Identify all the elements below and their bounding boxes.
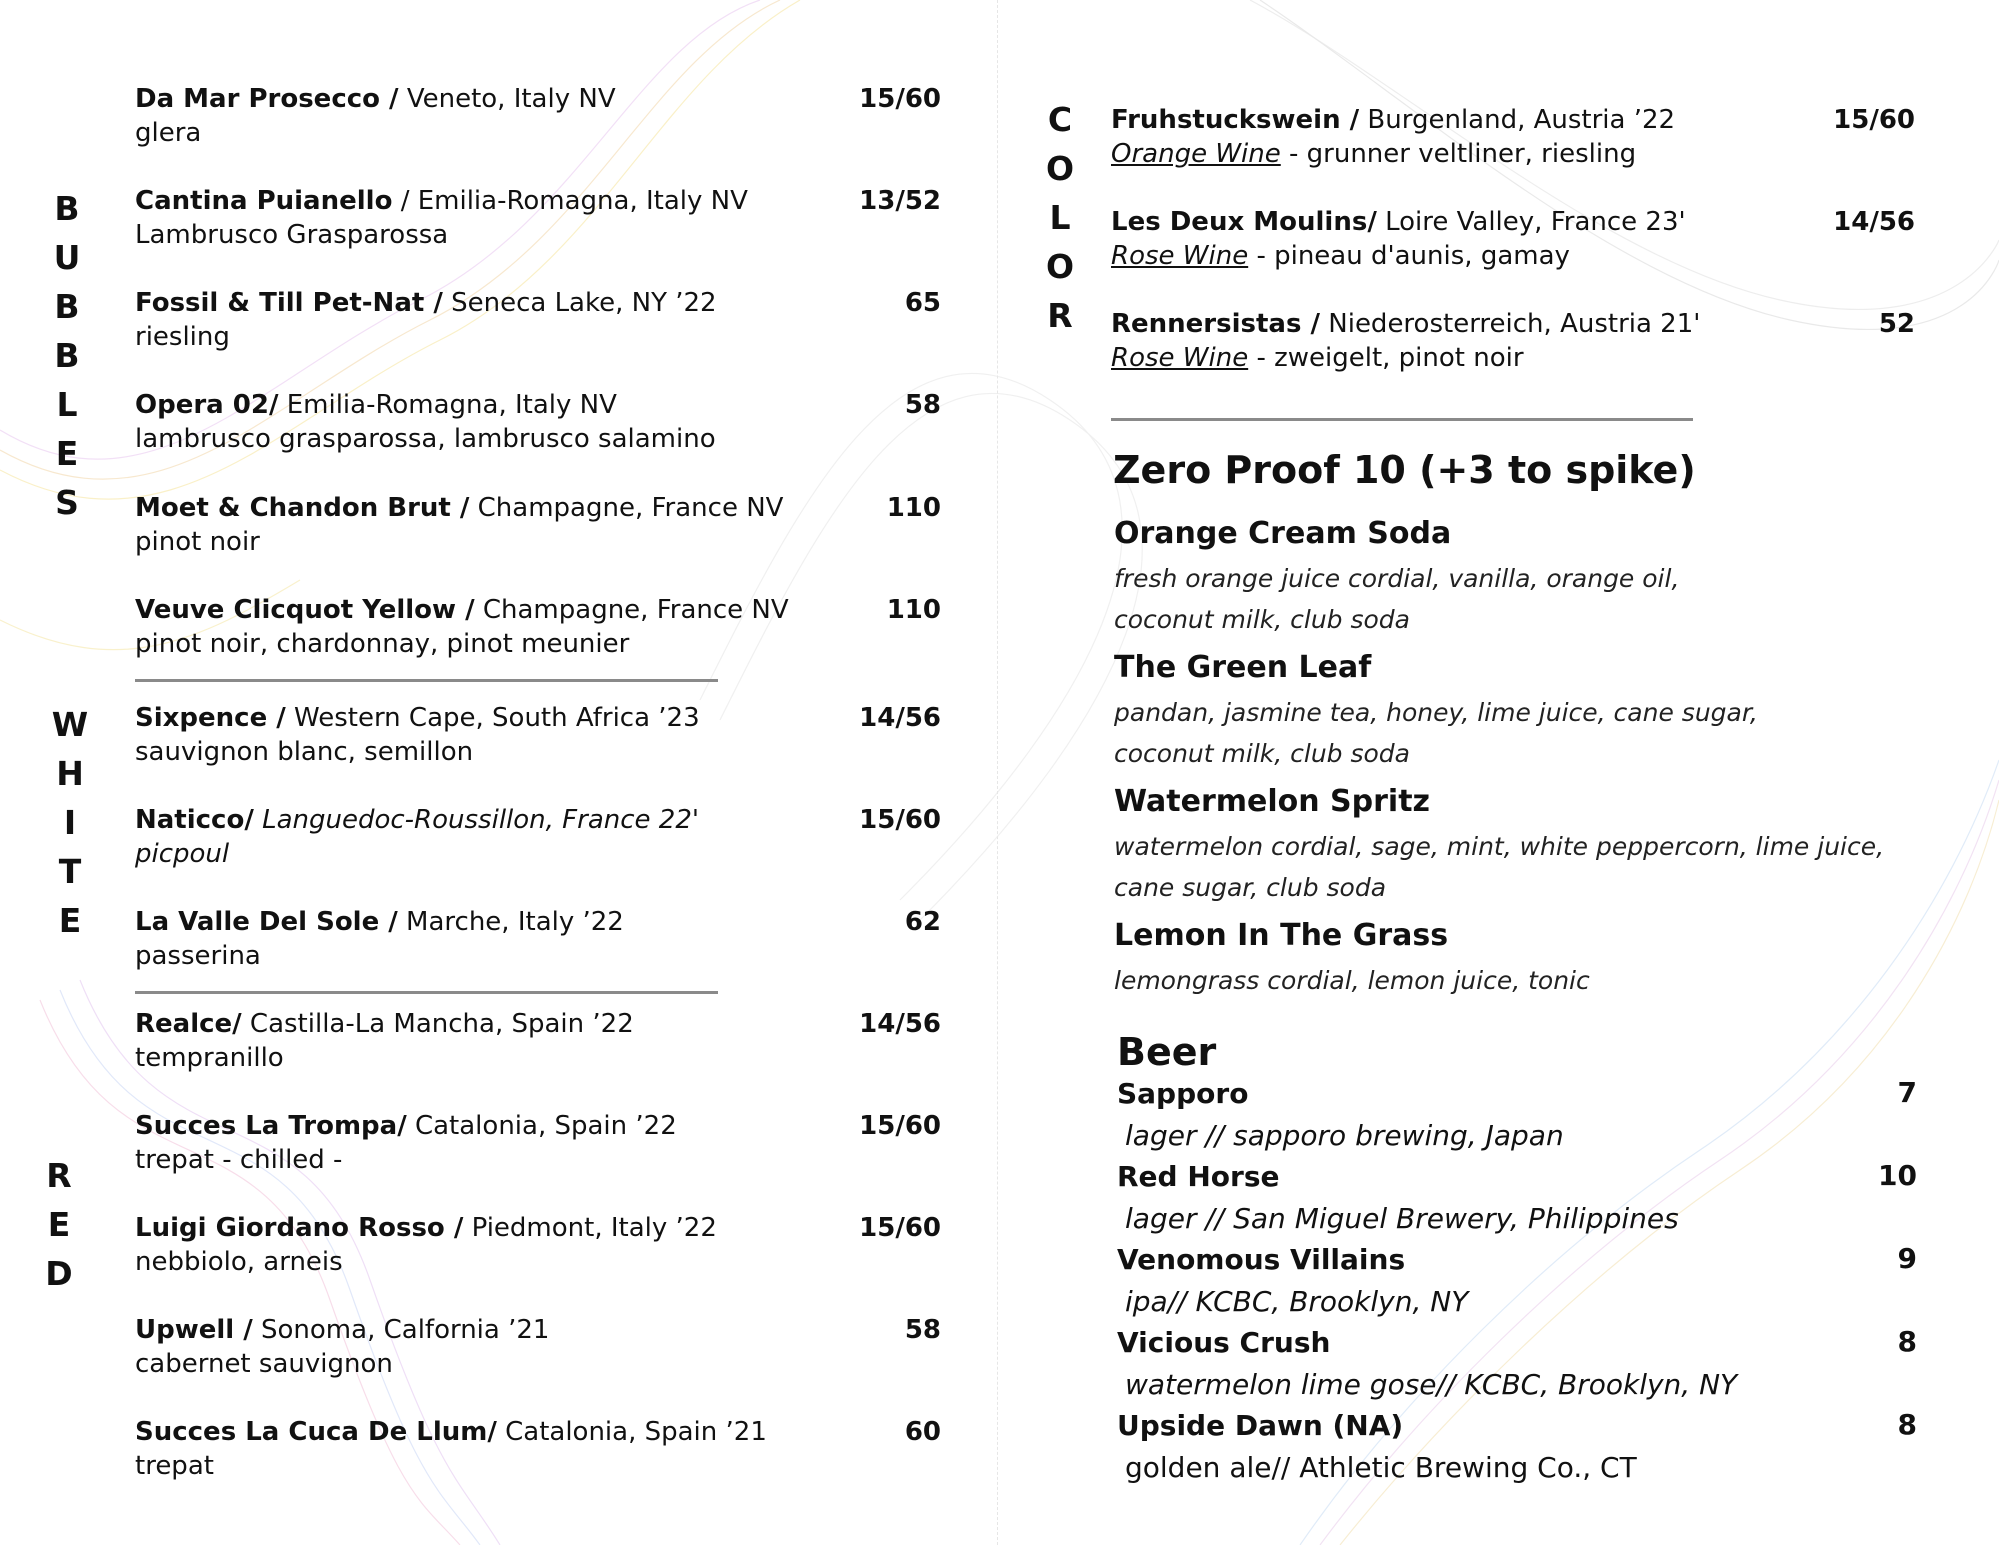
beer-name: Upside Dawn (NA): [1117, 1409, 1404, 1442]
beer-name: Sapporo: [1117, 1077, 1249, 1110]
wine-grape: pinot noir: [135, 527, 260, 557]
wine-style: Orange Wine: [1111, 139, 1281, 169]
wine-name: Da Mar Prosecco /: [135, 84, 399, 114]
wine-entry: [135, 1211, 941, 1279]
wine-title-line: [135, 701, 941, 735]
section-divider: [135, 991, 718, 994]
wine-entry: [135, 1415, 941, 1483]
wine-price: 13/52: [859, 186, 941, 216]
beer-name: Red Horse: [1117, 1160, 1280, 1193]
section-label-letter: E: [47, 1205, 71, 1244]
beer-item: [1117, 1076, 1917, 1154]
wine-region: Champagne, France NV: [469, 493, 784, 523]
wine-detail-line: [1111, 341, 1915, 375]
wine-title-line: [135, 1109, 941, 1143]
zero-proof-description-line: lemongrass cordial, lemon juice, tonic: [1114, 966, 1590, 995]
zero-proof-description-line: fresh orange juice cordial, vanilla, orange oil,: [1114, 564, 1680, 593]
zero-proof-description-line: cane sugar, club soda: [1114, 873, 1387, 902]
wine-grape: tempranillo: [135, 1043, 284, 1073]
wine-entry: [135, 1007, 941, 1075]
wine-price: 62: [904, 907, 941, 937]
wine-grape: trepat: [135, 1451, 214, 1481]
wine-entry: [135, 1109, 941, 1177]
wine-region: Seneca Lake, NY ’22: [442, 288, 717, 318]
section-label-letter: L: [56, 385, 78, 424]
wine-entry: [135, 184, 941, 252]
wine-region: Loire Valley, France 23': [1376, 207, 1686, 237]
zero-proof-description: [1114, 826, 1914, 908]
section-label-letter: I: [63, 803, 77, 842]
wine-title-line: [1111, 307, 1915, 341]
wine-entry: [135, 82, 941, 150]
beer-description: watermelon lime gose// KCBC, Brooklyn, NY: [1125, 1368, 1738, 1401]
section-label-letter: E: [55, 434, 79, 473]
beer-description: lager // sapporo brewing, Japan: [1125, 1119, 1564, 1152]
wine-price: 58: [904, 1315, 941, 1345]
wine-entry: [135, 388, 941, 456]
wine-style: Rose Wine: [1111, 343, 1249, 373]
wine-title-line: [135, 1313, 941, 1347]
wine-title-line: [135, 184, 941, 218]
wine-price: 110: [886, 493, 941, 523]
zero-proof-item: [1114, 782, 1914, 908]
wine-title-line: [135, 1211, 941, 1245]
wine-name: Les Deux Moulins/: [1111, 207, 1377, 237]
beer-description: lager // San Miguel Brewery, Philippines: [1125, 1202, 1679, 1235]
wine-price: 14/56: [1833, 207, 1915, 237]
wine-region: Veneto, Italy NV: [398, 84, 616, 114]
wine-name: Moet & Chandon Brut /: [135, 493, 470, 523]
wine-grape: - zweigelt, pinot noir: [1248, 343, 1524, 373]
wine-name: La Valle Del Sole /: [135, 907, 398, 937]
section-label-letter: B: [54, 336, 80, 375]
wine-region: Piedmont, Italy ’22: [463, 1213, 717, 1243]
wine-name: Succes La Trompa/: [135, 1111, 407, 1141]
wine-grape: riesling: [135, 322, 230, 352]
section-label-letter: T: [58, 852, 82, 891]
beer-price: 10: [1878, 1159, 1917, 1192]
wine-entry: [1111, 307, 1915, 375]
wine-grape: - grunner veltliner, riesling: [1280, 139, 1637, 169]
wine-region: Champagne, France NV: [474, 595, 789, 625]
wine-region: Western Cape, South Africa ’23: [285, 703, 700, 733]
wine-grape: nebbiolo, arneis: [135, 1247, 343, 1277]
zero-proof-description-line: coconut milk, club soda: [1114, 605, 1410, 634]
wine-name: Succes La Cuca De Llum/: [135, 1417, 497, 1447]
zero-proof-name: The Green Leaf: [1114, 650, 1372, 685]
wine-region: Emilia-Romagna, Italy NV: [278, 390, 617, 420]
wine-grape: picpoul: [135, 839, 230, 869]
wine-title-line: [135, 286, 941, 320]
section-label-letter: R: [46, 1156, 72, 1195]
wine-title-line: [135, 491, 941, 525]
beer-price: 9: [1897, 1242, 1917, 1275]
wine-detail-line: [1111, 137, 1915, 171]
beer-price: 8: [1897, 1325, 1917, 1358]
zero-proof-item: [1114, 648, 1914, 774]
wine-region: Languedoc-Roussillon, France 22': [253, 805, 700, 835]
section-label-letter: O: [1045, 247, 1075, 286]
beer-item: [1117, 1242, 1917, 1320]
wine-title-line: [135, 905, 941, 939]
wine-entry: [1111, 103, 1915, 171]
wine-price: 60: [904, 1417, 941, 1447]
wine-entry: [135, 286, 941, 354]
wine-entry: [135, 491, 941, 559]
zero-proof-name: Watermelon Spritz: [1114, 784, 1431, 819]
zero-proof-description-line: watermelon cordial, sage, mint, white peppercorn, lime juice,: [1114, 832, 1885, 861]
section-divider: [135, 679, 718, 682]
zero-proof-name: Lemon In The Grass: [1114, 918, 1449, 953]
section-label-red: [42, 1151, 76, 1298]
wine-region: Sonoma, Calfornia ’21: [252, 1315, 550, 1345]
wine-grape: passerina: [135, 941, 261, 971]
beer-item: [1117, 1159, 1917, 1237]
zero-proof-item: [1114, 514, 1914, 640]
wine-region: Burgenland, Austria ’22: [1359, 105, 1676, 135]
zero-proof-title: Zero Proof 10 (+3 to spike): [1113, 448, 1696, 492]
wine-name: Sixpence /: [135, 703, 286, 733]
wine-title-line: [135, 388, 941, 422]
wine-price: 65: [904, 288, 941, 318]
wine-price: 110: [886, 595, 941, 625]
wine-grape: cabernet sauvignon: [135, 1349, 393, 1379]
wine-title-line: [135, 82, 941, 116]
wine-title-line: [135, 803, 941, 837]
wine-name: Luigi Giordano Rosso /: [135, 1213, 464, 1243]
wine-price: 15/60: [859, 84, 941, 114]
wine-grape: pinot noir, chardonnay, pinot meunier: [135, 629, 630, 659]
section-label-letter: B: [54, 189, 80, 228]
section-label-letter: U: [53, 238, 81, 277]
wine-title-line: [135, 593, 941, 627]
section-label-letter: E: [58, 901, 82, 940]
section-label-letter: D: [45, 1254, 73, 1293]
wine-entry: [1111, 205, 1915, 273]
zero-proof-description-line: coconut milk, club soda: [1114, 739, 1410, 768]
section-label-letter: S: [55, 483, 79, 522]
wine-grape: - pineau d'aunis, gamay: [1248, 241, 1570, 271]
beer-title: Beer: [1117, 1030, 1217, 1074]
section-label-letter: H: [56, 754, 84, 793]
wine-region: Catalonia, Spain ’22: [406, 1111, 677, 1141]
wine-title-line: [1111, 205, 1915, 239]
beer-item: [1117, 1408, 1917, 1486]
beer-price: 8: [1897, 1408, 1917, 1441]
section-label-letter: W: [51, 705, 89, 744]
wine-name: Naticco/: [135, 805, 254, 835]
zero-proof-description: [1114, 692, 1914, 774]
beer-name: Vicious Crush: [1117, 1326, 1331, 1359]
zero-proof-item: [1114, 916, 1914, 1001]
beer-item: [1117, 1325, 1917, 1403]
wine-grape: trepat - chilled -: [135, 1145, 343, 1175]
wine-price: 15/60: [859, 1111, 941, 1141]
wine-price: 14/56: [859, 1009, 941, 1039]
zero-proof-description-line: pandan, jasmine tea, honey, lime juice, cane sugar,: [1114, 698, 1758, 727]
wine-region: Marche, Italy ’22: [397, 907, 624, 937]
wine-style: Rose Wine: [1111, 241, 1249, 271]
zero-proof-description: [1114, 960, 1914, 1001]
wine-name: Opera 02/: [135, 390, 279, 420]
wine-grape: sauvignon blanc, semillon: [135, 737, 474, 767]
wine-region: Castilla-La Mancha, Spain ’22: [241, 1009, 634, 1039]
wine-entry: [135, 905, 941, 973]
wine-grape: Lambrusco Grasparossa: [135, 220, 449, 250]
wine-title-line: [135, 1415, 941, 1449]
wine-name: Veuve Clicquot Yellow /: [135, 595, 475, 625]
wine-name: Upwell /: [135, 1315, 253, 1345]
zero-proof-name: Orange Cream Soda: [1114, 516, 1452, 551]
wine-price: 15/60: [1833, 105, 1915, 135]
wine-name: Fruhstuckswein /: [1111, 105, 1360, 135]
beer-price: 7: [1897, 1076, 1917, 1109]
beer-name: Venomous Villains: [1117, 1243, 1406, 1276]
wine-price: 14/56: [859, 703, 941, 733]
section-label-letter: R: [1047, 296, 1073, 335]
section-label-letter: C: [1047, 100, 1073, 139]
wine-detail-line: [1111, 239, 1915, 273]
wine-entry: [135, 701, 941, 769]
beer-description: golden ale// Athletic Brewing Co., CT: [1125, 1451, 1637, 1484]
wine-region: Niederosterreich, Austria 21': [1320, 309, 1701, 339]
wine-name: Fossil & Till Pet-Nat /: [135, 288, 443, 318]
section-label-bubbles: [50, 184, 84, 527]
wine-name: Cantina Puianello: [135, 186, 393, 216]
wine-grape: glera: [135, 118, 202, 148]
wine-grape: lambrusco grasparossa, lambrusco salamino: [135, 424, 716, 454]
wine-entry: [135, 593, 941, 661]
section-label-color: [1043, 95, 1077, 340]
section-divider: [1111, 418, 1693, 421]
section-label-letter: L: [1049, 198, 1071, 237]
wine-price: 58: [904, 390, 941, 420]
wine-price: 52: [1878, 309, 1915, 339]
section-label-letter: O: [1045, 149, 1075, 188]
section-label-letter: B: [54, 287, 80, 326]
wine-price: 15/60: [859, 1213, 941, 1243]
wine-price: 15/60: [859, 805, 941, 835]
wine-entry: [135, 1313, 941, 1381]
wine-title-line: [1111, 103, 1915, 137]
zero-proof-description: [1114, 558, 1914, 640]
page-fold: [997, 0, 998, 1545]
wine-title-line: [135, 1007, 941, 1041]
wine-name: Realce/: [135, 1009, 242, 1039]
beer-description: ipa// KCBC, Brooklyn, NY: [1125, 1285, 1469, 1318]
wine-region: / Emilia-Romagna, Italy NV: [392, 186, 748, 216]
wine-entry: [135, 803, 941, 871]
wine-region: Catalonia, Spain ’21: [496, 1417, 767, 1447]
section-label-white: [50, 700, 90, 945]
wine-name: Rennersistas /: [1111, 309, 1320, 339]
